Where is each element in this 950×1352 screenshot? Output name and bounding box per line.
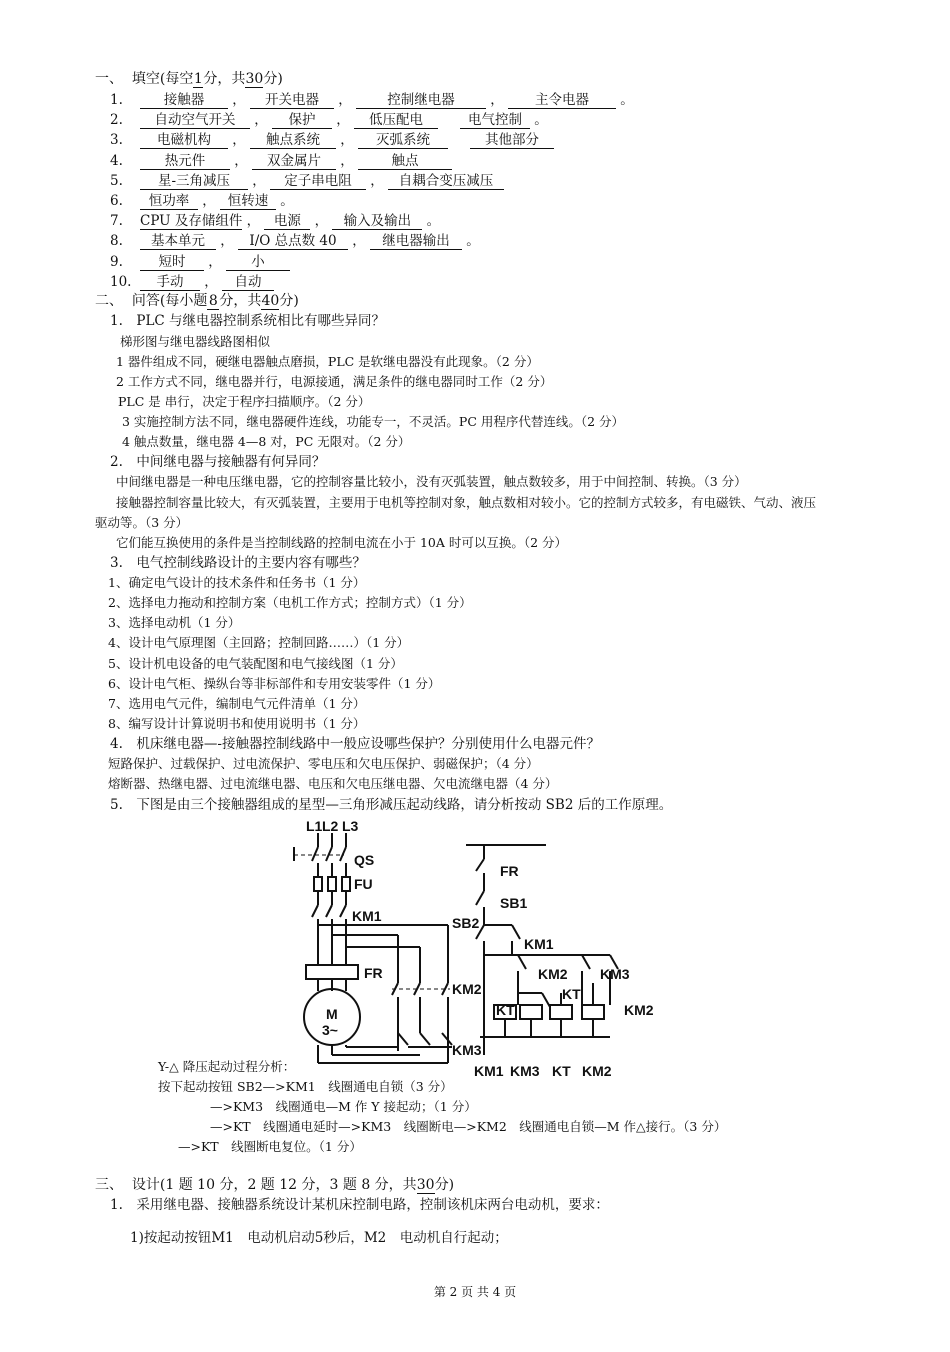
answer-blank: 基本单元 — [140, 233, 216, 250]
answer-line: 2、选择电力拖动和控制方案（电机工作方式；控制方式）（1 分） — [108, 595, 472, 610]
label-kt-contact: KT — [496, 1002, 515, 1018]
analysis-line: 按下起动按钮 SB2—>KM1 线圈通电自锁（3 分） — [158, 1079, 453, 1094]
answer-line: 接触器控制容量比较大，有灭弧装置，主要用于电机等控制对象，触点数相对较小。它的控制方式较多，有电磁铁、气动、液压 — [116, 495, 817, 510]
separator: 。 — [280, 193, 294, 209]
fill-row — [110, 253, 312, 271]
label-motor-phase: 3~ — [322, 1022, 338, 1038]
answer-blank: 定子串电阻 — [270, 173, 366, 190]
answer-line: 8、编写设计计算说明书和使用说明书（1 分） — [108, 716, 366, 731]
answer-blank: 开关电器 — [250, 92, 334, 109]
row-number: 8. — [110, 233, 123, 250]
answer-line: 它们能互换使用的条件是当控制线路的控制电流在小于 10A 时可以互换。（2 分） — [116, 535, 568, 550]
label-sb2: SB2 — [452, 915, 480, 931]
row-number: 10. — [110, 273, 132, 290]
row-number: 6. — [110, 193, 123, 209]
separator: 。 — [620, 92, 634, 108]
question-4: 4. 机床继电器—-接触器控制线路中一般应设哪些保护？分别使用什么电器元件？ — [110, 736, 600, 752]
analysis-line: —>KM3 线圈通电—M 作 Y 接起动；（1 分） — [210, 1099, 477, 1114]
answer-line: 1 器件组成不同，硬继电器触点磨损，PLC 是软继电器没有此现象。（2 分） — [116, 354, 539, 369]
answer-line: 驱动等。（3 分） — [95, 515, 189, 530]
answer-line: 3、选择电动机（1 分） — [108, 615, 241, 630]
answer-blank: 接触器 — [140, 92, 228, 109]
answer-blank: 自耦合变压减压 — [388, 173, 504, 190]
answer-line: 短路保护、过载保护、过电流保护、零电压和欠电压保护、弱磁保护；（4 分） — [108, 756, 539, 771]
separator: ， — [232, 92, 246, 108]
separator: ， — [220, 233, 234, 250]
answer-blank: CPU 及存储组件 — [140, 213, 243, 230]
section2-heading: 二、 问答(每小题 8 分，共40分) — [95, 293, 299, 309]
answer-blank: I/O 总点数 40 — [238, 233, 348, 250]
answer-blank: 灭弧系统 — [358, 132, 448, 149]
separator: ， — [254, 112, 268, 129]
question-5: 5. 下图是由三个接触器组成的星型—三角形减压起动线路，请分析按动 SB2 后的工作原理。 — [110, 797, 673, 813]
answer-line: 中间继电器是一种电压继电器，它的控制容量比较小，没有灭弧装置，触点数较多，用于中间控制、转换。（3 分） — [116, 474, 747, 489]
separator: ， — [234, 152, 248, 169]
answer-blank: 低压配电 — [354, 112, 438, 129]
answer-blank: 双金属片 — [252, 153, 336, 170]
separator: ， — [352, 233, 366, 250]
answer-blank: 继电器输出 — [370, 233, 462, 250]
question-1: 1. PLC 与继电器控制系统相比有哪些异同？ — [110, 313, 386, 329]
answer-line: 梯形图与继电器线路图相似 — [120, 334, 271, 349]
answer-line: 2 工作方式不同，继电器并行，电源接通，满足条件的继电器同时工作（2 分） — [116, 374, 553, 389]
section3-heading: 三、 设计(1 题 10 分，2 题 12 分，3 题 8 分，共30分) — [95, 1177, 455, 1193]
analysis-line: —>KT 线圈通电延时—>KM3 线圈断电—>KM2 线圈通电自锁—M 作△接行。（3 分） — [210, 1119, 727, 1134]
answer-line: PLC 是 串行，决定于程序扫描顺序。（2 分） — [118, 394, 371, 409]
answer-blank: 自动空气开关 — [140, 112, 250, 129]
answer-blank: 保护 — [272, 112, 332, 129]
answer-blank: 触点 — [358, 153, 452, 170]
answer-blank: 触点系统 — [250, 132, 336, 149]
design-question-1: 1. 采用继电器、接触器系统设计某机床控制电路，控制该机床两台电动机，要求： — [110, 1197, 609, 1213]
section1-heading: 一、 填空(每空1分，共30分) — [95, 71, 283, 87]
coil-label-km2: KM2 — [582, 1063, 612, 1079]
question-3: 3. 电气控制线路设计的主要内容有哪些？ — [110, 555, 366, 571]
answer-blank: 电源 — [264, 213, 310, 230]
separator: ， — [232, 132, 246, 149]
answer-blank: 手动 — [140, 274, 200, 291]
answer-line: 5、设计机电设备的电气装配图和电气接线图（1 分） — [108, 656, 403, 671]
row-number: 3. — [110, 132, 123, 149]
row-number: 4. — [110, 152, 123, 169]
label-fr-main: FR — [364, 965, 383, 981]
answer-blank: 电气控制 — [460, 112, 530, 129]
answer-blank: 电磁机构 — [140, 132, 228, 149]
label-l3: L3 — [342, 818, 359, 834]
label-motor: M — [326, 1006, 338, 1022]
coil-label-km3: KM3 — [510, 1063, 540, 1079]
answer-blank: 控制继电器 — [356, 92, 486, 109]
label-fu: FU — [354, 876, 373, 892]
answer-blank: 小 — [226, 254, 290, 271]
separator: ， — [204, 273, 218, 290]
label-km1-main: KM1 — [352, 908, 382, 924]
separator: 。 — [426, 213, 441, 230]
answer-line: 1、确定电气设计的技术条件和任务书（1 分） — [108, 575, 366, 590]
row-number: 2. — [110, 112, 123, 129]
separator: ， — [336, 112, 350, 129]
label-l2: L2 — [322, 818, 339, 834]
label-km2-ctrl-2: KM2 — [624, 1002, 654, 1018]
coil-label-kt: KT — [552, 1063, 571, 1079]
separator: ， — [208, 253, 222, 270]
fill-row — [110, 273, 296, 291]
separator: ， — [252, 172, 266, 189]
answer-blank: 恒功率 — [140, 193, 198, 210]
answer-line: 4、设计电气原理图（主回路；控制回路……）（1 分） — [108, 635, 410, 650]
fill-row — [110, 91, 638, 109]
label-sb1: SB1 — [500, 895, 528, 911]
separator: ， — [370, 172, 384, 189]
separator: ， — [340, 152, 354, 169]
question-2: 2. 中间继电器与接触器有何异同？ — [110, 454, 326, 470]
label-kt-ctrl: KT — [562, 986, 581, 1002]
answer-blank: 恒转速 — [220, 193, 276, 210]
answer-line: 3 实施控制方法不同，继电器硬件连线，功能专一，不灵活。PC 用程序代替连线。（2 分） — [122, 414, 625, 429]
answer-line: 熔断器、热继电器、过电流继电器、电压和欠电压继电器、欠电流继电器（4 分） — [108, 776, 558, 791]
coil-label-km1: KM1 — [474, 1063, 504, 1079]
analysis-line: —>KT 线圈断电复位。（1 分） — [178, 1139, 362, 1154]
answer-blank: 热元件 — [140, 153, 230, 170]
separator: ， — [202, 193, 216, 209]
star-delta-circuit-diagram — [280, 815, 680, 1083]
separator: 。 — [534, 112, 548, 129]
fill-row — [110, 152, 474, 170]
row-number: 5. — [110, 172, 123, 189]
separator: ， — [246, 213, 261, 230]
separator: ， — [490, 92, 504, 108]
answer-blank: 星-三角减压 — [140, 173, 248, 190]
fill-row — [110, 172, 526, 190]
answer-blank: 自动 — [222, 274, 274, 291]
row-number: 1. — [110, 92, 123, 108]
label-km2-ctrl: KM2 — [538, 966, 568, 982]
fill-row — [110, 232, 484, 250]
answer-blank: 输入及输出 — [332, 213, 422, 230]
separator: 。 — [466, 233, 480, 250]
analysis-line: Y-△ 降压起动过程分析： — [158, 1059, 296, 1074]
label-l1: L1 — [306, 818, 323, 834]
answer-line: 6、设计电气柜、操纵台等非标部件和专用安装零件（1 分） — [108, 676, 441, 691]
label-km3-main: KM3 — [452, 1042, 482, 1058]
label-km3-ctrl: KM3 — [600, 966, 630, 982]
label-km1-ctrl: KM1 — [524, 936, 554, 952]
fill-row — [110, 212, 444, 230]
fill-row — [110, 192, 298, 210]
answer-line: 4 触点数量，继电器 4—8 对，PC 无限对。（2 分） — [122, 434, 411, 449]
answer-blank: 主令电器 — [508, 92, 616, 109]
separator: ， — [338, 92, 352, 108]
label-fr-ctrl: FR — [500, 863, 519, 879]
fill-row — [110, 131, 576, 149]
answer-line: 7、选用电气元件，编制电气元件清单（1 分） — [108, 696, 366, 711]
row-number: 9. — [110, 253, 123, 270]
row-number: 7. — [110, 213, 123, 230]
answer-blank: 短时 — [140, 254, 204, 271]
page-footer: 第 2 页 共 4 页 — [433, 1285, 517, 1299]
fill-row — [110, 111, 552, 129]
design-requirement: 1)按起动按钮M1 电动机启动5秒后，M2 电动机自行起动； — [130, 1230, 508, 1246]
label-km2-main: KM2 — [452, 981, 482, 997]
separator: ， — [314, 213, 329, 230]
label-qs: QS — [354, 852, 375, 868]
separator: ， — [340, 132, 354, 149]
answer-blank: 其他部分 — [470, 132, 554, 149]
